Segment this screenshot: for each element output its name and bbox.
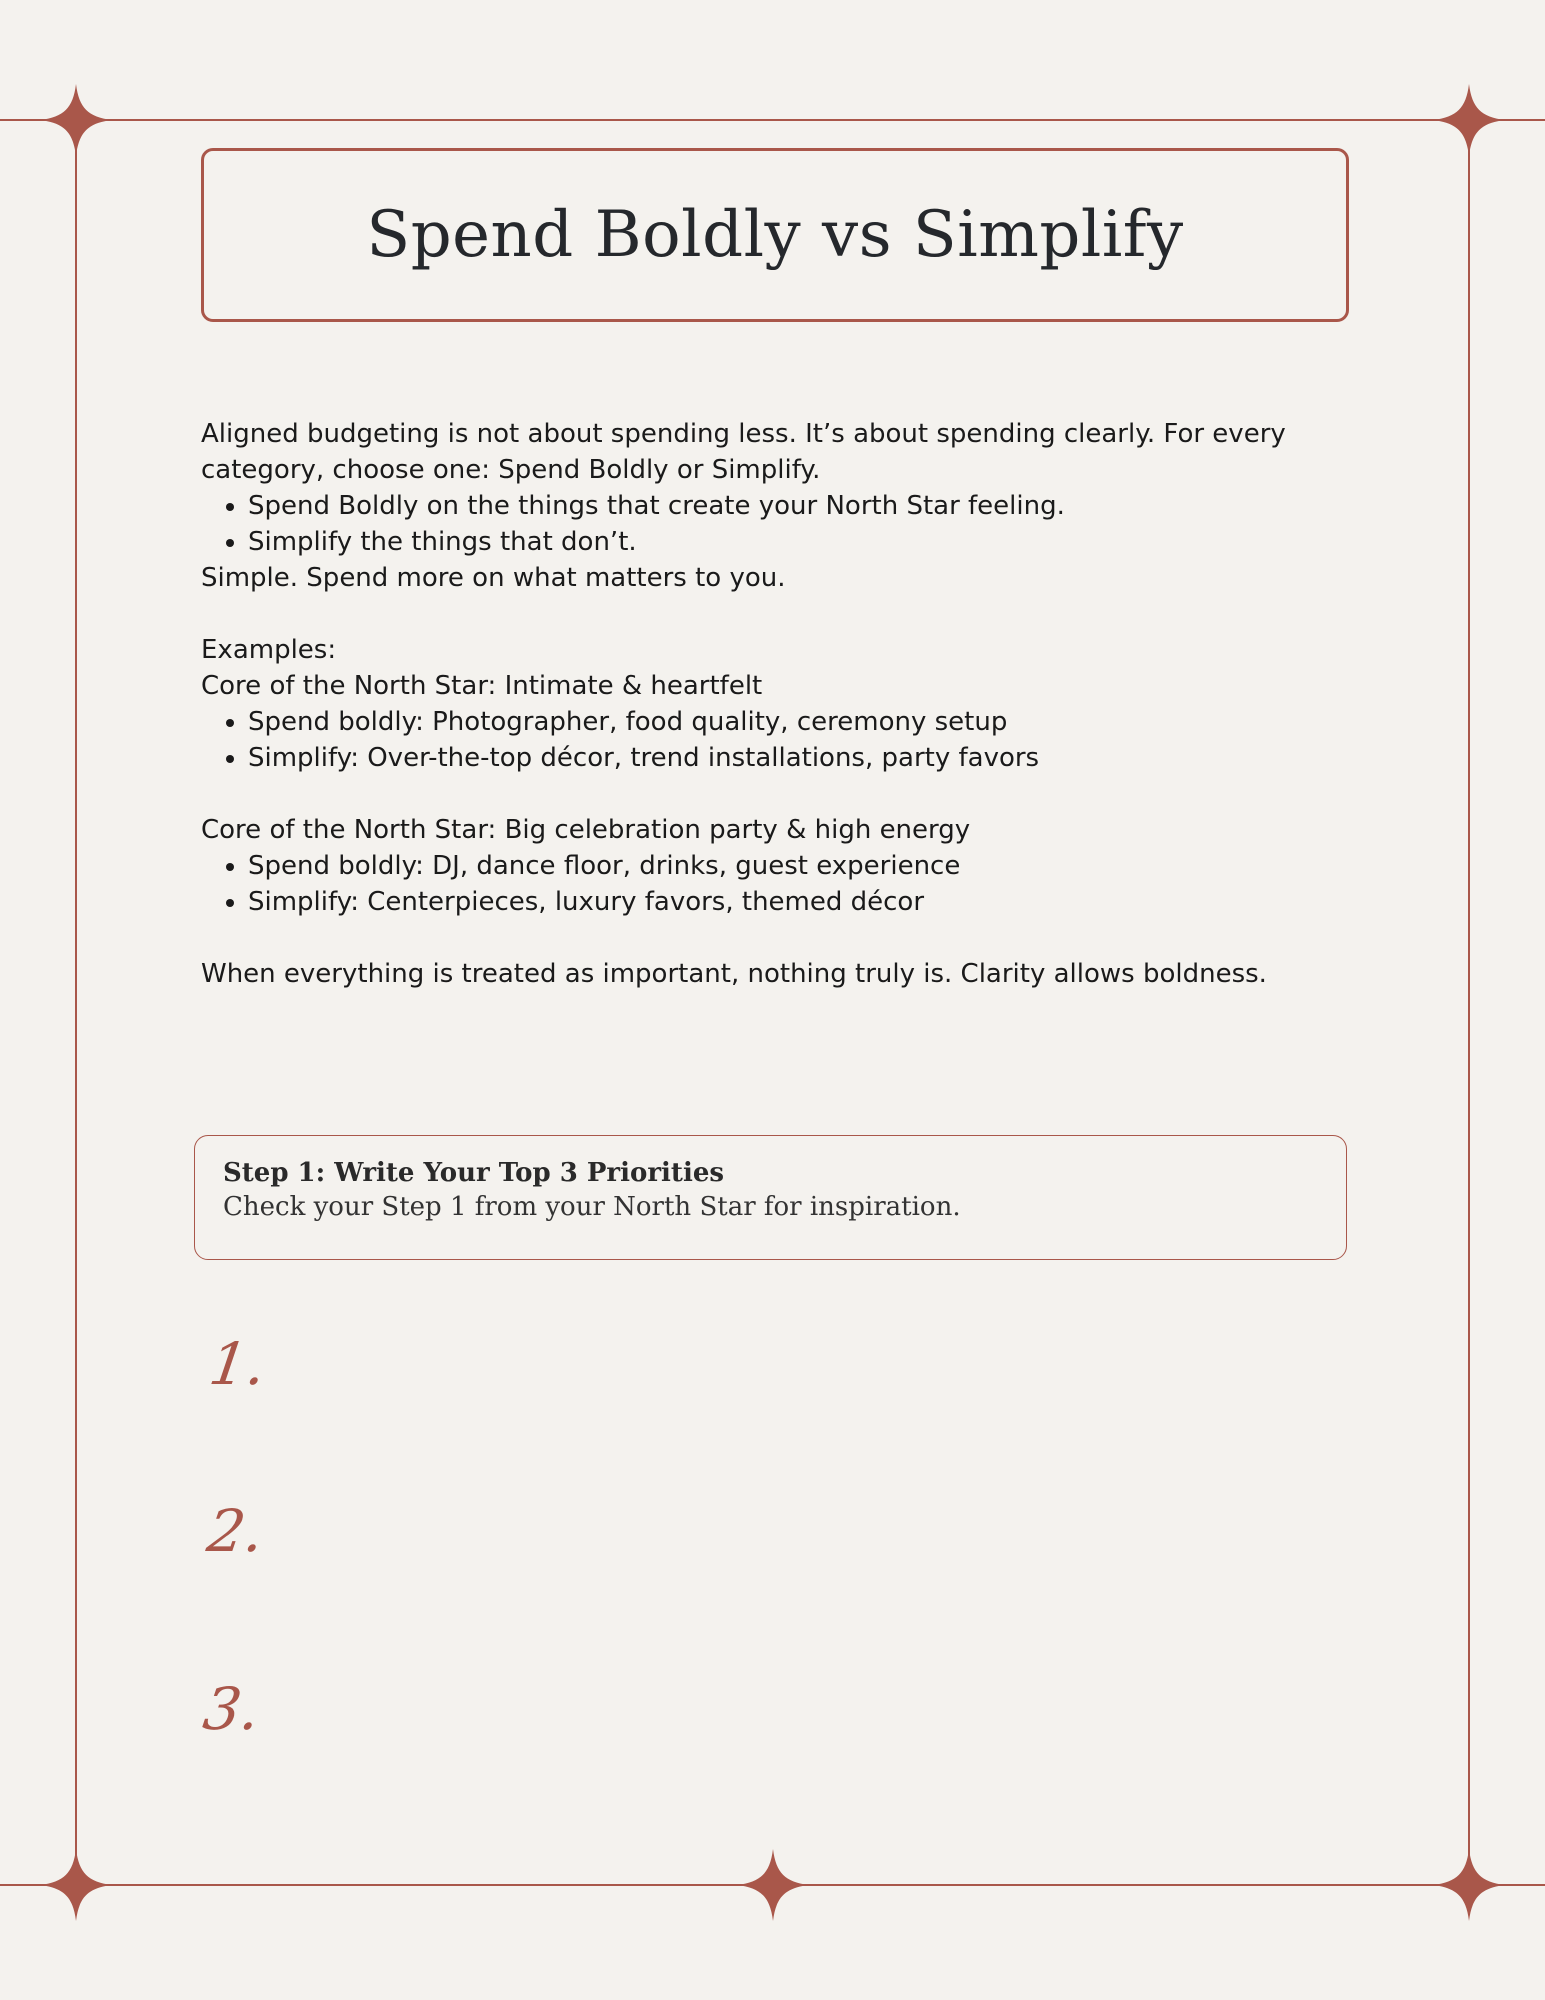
four-point-star-icon	[40, 84, 112, 156]
example-bullet-list	[201, 704, 1331, 776]
examples-heading: Examples:	[201, 635, 337, 665]
list-item: • Spend Boldly on the things that create your North Star feeling.	[248, 488, 1331, 524]
spacer	[201, 596, 1331, 632]
priority-number-3: 3.	[199, 1675, 265, 1743]
spacer	[201, 920, 1331, 956]
spacer	[201, 776, 1331, 812]
step-box	[194, 1135, 1347, 1260]
conclusion-text: When everything is treated as important, nothing truly is. Clarity allows boldness.	[201, 959, 1267, 989]
four-point-star-icon	[40, 1849, 112, 1921]
frame-left-line	[75, 119, 77, 1886]
intro-paragraph: Aligned budgeting is not about spending less. It’s about spending clearly. For every category, choose one: Spend Boldly or Simplify.	[201, 419, 1286, 485]
list-item: • Spend boldly: Photographer, food quality, ceremony setup	[248, 704, 1331, 740]
frame-top-line	[0, 119, 1545, 121]
example-core: Core of the North Star: Intimate & heartfelt	[201, 671, 763, 701]
list-item: • Simplify: Centerpieces, luxury favors, themed décor	[248, 884, 1331, 920]
list-item: • Simplify: Over-the-top décor, trend installations, party favors	[248, 740, 1331, 776]
page-title: Spend Boldly vs Simplify	[366, 198, 1184, 272]
intro-bullet-list	[201, 488, 1331, 560]
body-text	[201, 416, 1331, 992]
list-item: • Simplify the things that don’t.	[248, 524, 1331, 560]
priority-number-1: 1.	[205, 1330, 271, 1398]
four-point-star-icon	[1433, 1849, 1505, 1921]
example-core: Core of the North Star: Big celebration party & high energy	[201, 815, 971, 845]
four-point-star-icon	[737, 1849, 809, 1921]
frame-right-line	[1468, 119, 1470, 1886]
title-box	[201, 148, 1349, 322]
intro-closing: Simple. Spend more on what matters to you.	[201, 563, 786, 593]
step-subtitle: Check your Step 1 from your North Star for inspiration.	[223, 1192, 961, 1222]
list-item: • Spend boldly: DJ, dance floor, drinks, guest experience	[248, 848, 1331, 884]
priority-number-2: 2.	[203, 1497, 269, 1565]
example-bullet-list	[201, 848, 1331, 920]
step-title: Step 1: Write Your Top 3 Priorities	[223, 1158, 724, 1188]
four-point-star-icon	[1433, 84, 1505, 156]
